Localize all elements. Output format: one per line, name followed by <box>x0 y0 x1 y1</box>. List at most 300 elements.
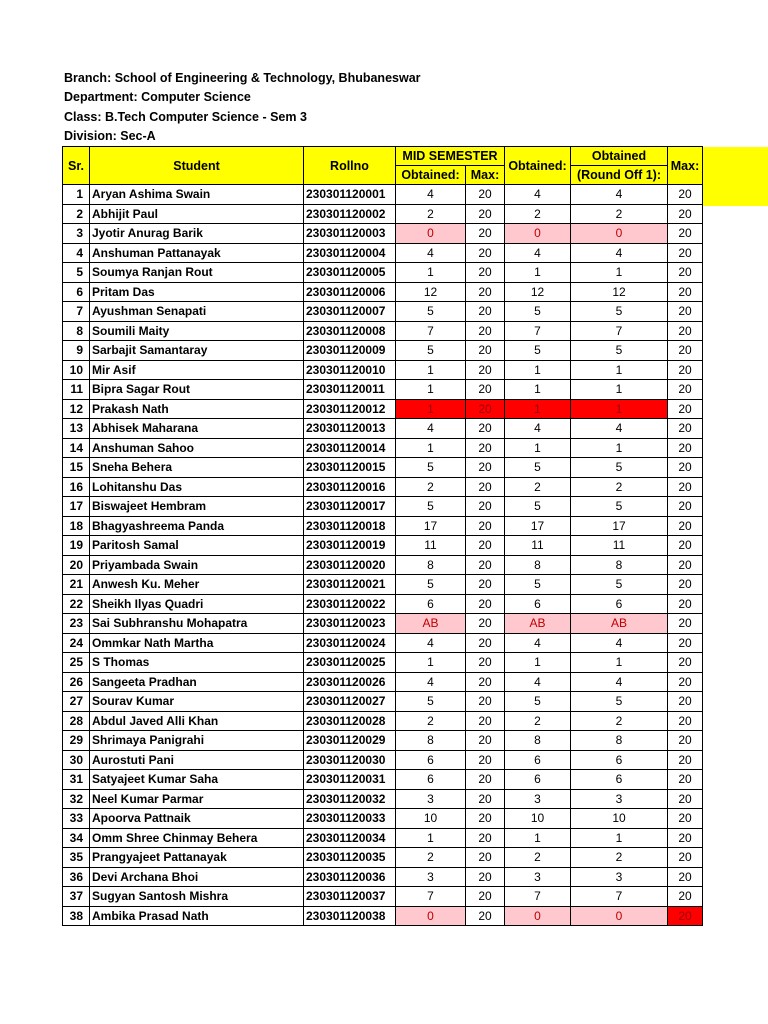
row-sr-cell[interactable]: 15 <box>63 458 90 478</box>
roll-number-cell[interactable]: 230301120002 <box>304 204 396 224</box>
obtained-round-cell[interactable]: 3 <box>571 867 668 887</box>
obtained-cell[interactable]: 4 <box>505 633 571 653</box>
max-cell[interactable]: 20 <box>668 906 703 926</box>
obtained-cell[interactable]: 6 <box>505 594 571 614</box>
roll-number-cell[interactable]: 230301120012 <box>304 399 396 419</box>
obtained-cell[interactable]: 4 <box>505 419 571 439</box>
mid-obtained-cell[interactable]: 1 <box>396 653 466 673</box>
row-sr-cell[interactable]: 9 <box>63 341 90 361</box>
max-cell[interactable]: 20 <box>668 516 703 536</box>
mid-max-cell[interactable]: 20 <box>466 477 505 497</box>
row-sr-cell[interactable]: 22 <box>63 594 90 614</box>
max-cell[interactable]: 20 <box>668 614 703 634</box>
max-cell[interactable]: 20 <box>668 828 703 848</box>
roll-number-cell[interactable]: 230301120016 <box>304 477 396 497</box>
max-cell[interactable]: 20 <box>668 887 703 907</box>
row-sr-cell[interactable]: 14 <box>63 438 90 458</box>
row-sr-cell[interactable]: 19 <box>63 536 90 556</box>
obtained-round-cell[interactable]: 2 <box>571 204 668 224</box>
obtained-round-cell[interactable]: 7 <box>571 887 668 907</box>
obtained-cell[interactable]: 12 <box>505 282 571 302</box>
row-sr-cell[interactable]: 7 <box>63 302 90 322</box>
row-sr-cell[interactable]: 32 <box>63 789 90 809</box>
mid-max-cell[interactable]: 20 <box>466 321 505 341</box>
mid-max-cell[interactable]: 20 <box>466 458 505 478</box>
row-sr-cell[interactable]: 8 <box>63 321 90 341</box>
student-name-cell[interactable]: Paritosh Samal <box>90 536 304 556</box>
max-cell[interactable]: 20 <box>668 243 703 263</box>
mid-max-cell[interactable]: 20 <box>466 789 505 809</box>
mid-obtained-cell[interactable]: 8 <box>396 731 466 751</box>
max-cell[interactable]: 20 <box>668 711 703 731</box>
max-cell[interactable]: 20 <box>668 282 703 302</box>
obtained-round-cell[interactable]: 0 <box>571 224 668 244</box>
obtained-cell[interactable]: 4 <box>505 672 571 692</box>
obtained-round-cell[interactable]: 1 <box>571 438 668 458</box>
student-name-cell[interactable]: Sneha Behera <box>90 458 304 478</box>
student-name-cell[interactable]: Mir Asif <box>90 360 304 380</box>
obtained-cell[interactable]: 10 <box>505 809 571 829</box>
mid-max-cell[interactable]: 20 <box>466 594 505 614</box>
obtained-cell[interactable]: 5 <box>505 497 571 517</box>
mid-obtained-cell[interactable]: 5 <box>396 497 466 517</box>
mid-obtained-cell[interactable]: AB <box>396 614 466 634</box>
roll-number-cell[interactable]: 230301120009 <box>304 341 396 361</box>
student-name-cell[interactable]: Ayushman Senapati <box>90 302 304 322</box>
mid-max-cell[interactable]: 20 <box>466 263 505 283</box>
obtained-round-cell[interactable]: 1 <box>571 263 668 283</box>
obtained-round-cell[interactable]: 0 <box>571 906 668 926</box>
mid-max-cell[interactable]: 20 <box>466 341 505 361</box>
obtained-cell[interactable]: 1 <box>505 360 571 380</box>
max-cell[interactable]: 20 <box>668 497 703 517</box>
roll-number-cell[interactable]: 230301120017 <box>304 497 396 517</box>
mid-obtained-cell[interactable]: 1 <box>396 360 466 380</box>
row-sr-cell[interactable]: 4 <box>63 243 90 263</box>
roll-number-cell[interactable]: 230301120015 <box>304 458 396 478</box>
student-name-cell[interactable]: S Thomas <box>90 653 304 673</box>
mid-max-cell[interactable]: 20 <box>466 887 505 907</box>
mid-obtained-cell[interactable]: 6 <box>396 594 466 614</box>
mid-obtained-cell[interactable]: 7 <box>396 321 466 341</box>
max-cell[interactable]: 20 <box>668 594 703 614</box>
mid-obtained-cell[interactable]: 5 <box>396 692 466 712</box>
mid-obtained-cell[interactable]: 4 <box>396 185 466 205</box>
student-name-cell[interactable]: Prakash Nath <box>90 399 304 419</box>
obtained-cell[interactable]: AB <box>505 614 571 634</box>
obtained-round-cell[interactable]: 17 <box>571 516 668 536</box>
mid-obtained-cell[interactable]: 3 <box>396 789 466 809</box>
header-mid-obtained[interactable]: Obtained: <box>396 166 466 185</box>
max-cell[interactable]: 20 <box>668 360 703 380</box>
student-name-cell[interactable]: Abhijit Paul <box>90 204 304 224</box>
mid-max-cell[interactable]: 20 <box>466 575 505 595</box>
max-cell[interactable]: 20 <box>668 789 703 809</box>
obtained-cell[interactable]: 2 <box>505 711 571 731</box>
mid-max-cell[interactable]: 20 <box>466 828 505 848</box>
mid-max-cell[interactable]: 20 <box>466 711 505 731</box>
student-name-cell[interactable]: Pritam Das <box>90 282 304 302</box>
obtained-round-cell[interactable]: 6 <box>571 750 668 770</box>
mid-obtained-cell[interactable]: 4 <box>396 672 466 692</box>
mid-obtained-cell[interactable]: 11 <box>396 536 466 556</box>
mid-max-cell[interactable]: 20 <box>466 750 505 770</box>
roll-number-cell[interactable]: 230301120023 <box>304 614 396 634</box>
mid-obtained-cell[interactable]: 0 <box>396 906 466 926</box>
header-max[interactable]: Max: <box>668 147 703 185</box>
roll-number-cell[interactable]: 230301120026 <box>304 672 396 692</box>
row-sr-cell[interactable]: 2 <box>63 204 90 224</box>
mid-obtained-cell[interactable]: 10 <box>396 809 466 829</box>
mid-max-cell[interactable]: 20 <box>466 653 505 673</box>
row-sr-cell[interactable]: 5 <box>63 263 90 283</box>
roll-number-cell[interactable]: 230301120001 <box>304 185 396 205</box>
student-name-cell[interactable]: Prangyajeet Pattanayak <box>90 848 304 868</box>
mid-max-cell[interactable]: 20 <box>466 302 505 322</box>
obtained-round-cell[interactable]: 4 <box>571 185 668 205</box>
obtained-cell[interactable]: 7 <box>505 887 571 907</box>
max-cell[interactable]: 20 <box>668 575 703 595</box>
row-sr-cell[interactable]: 16 <box>63 477 90 497</box>
student-name-cell[interactable]: Apoorva Pattnaik <box>90 809 304 829</box>
obtained-round-cell[interactable]: 1 <box>571 399 668 419</box>
row-sr-cell[interactable]: 37 <box>63 887 90 907</box>
mid-max-cell[interactable]: 20 <box>466 906 505 926</box>
header-mid-max[interactable]: Max: <box>466 166 505 185</box>
roll-number-cell[interactable]: 230301120038 <box>304 906 396 926</box>
max-cell[interactable]: 20 <box>668 555 703 575</box>
obtained-cell[interactable]: 1 <box>505 828 571 848</box>
student-name-cell[interactable]: Priyambada Swain <box>90 555 304 575</box>
max-cell[interactable]: 20 <box>668 458 703 478</box>
max-cell[interactable]: 20 <box>668 536 703 556</box>
obtained-cell[interactable]: 1 <box>505 438 571 458</box>
mid-obtained-cell[interactable]: 12 <box>396 282 466 302</box>
max-cell[interactable]: 20 <box>668 477 703 497</box>
row-sr-cell[interactable]: 25 <box>63 653 90 673</box>
obtained-cell[interactable]: 5 <box>505 692 571 712</box>
obtained-cell[interactable]: 8 <box>505 731 571 751</box>
header-obtained-round-line1[interactable]: Obtained <box>571 147 668 166</box>
roll-number-cell[interactable]: 230301120030 <box>304 750 396 770</box>
mid-obtained-cell[interactable]: 2 <box>396 477 466 497</box>
header-obtained[interactable]: Obtained: <box>505 147 571 185</box>
student-name-cell[interactable]: Anshuman Pattanayak <box>90 243 304 263</box>
obtained-round-cell[interactable]: 10 <box>571 809 668 829</box>
mid-obtained-cell[interactable]: 4 <box>396 419 466 439</box>
obtained-round-cell[interactable]: 5 <box>571 458 668 478</box>
max-cell[interactable]: 20 <box>668 731 703 751</box>
max-cell[interactable]: 20 <box>668 185 703 205</box>
roll-number-cell[interactable]: 230301120034 <box>304 828 396 848</box>
mid-obtained-cell[interactable]: 5 <box>396 458 466 478</box>
obtained-cell[interactable]: 5 <box>505 302 571 322</box>
obtained-round-cell[interactable]: 3 <box>571 789 668 809</box>
student-name-cell[interactable]: Sugyan Santosh Mishra <box>90 887 304 907</box>
student-name-cell[interactable]: Bipra Sagar Rout <box>90 380 304 400</box>
obtained-round-cell[interactable]: 8 <box>571 731 668 751</box>
mid-obtained-cell[interactable]: 1 <box>396 399 466 419</box>
student-name-cell[interactable]: Anwesh Ku. Meher <box>90 575 304 595</box>
mid-max-cell[interactable]: 20 <box>466 672 505 692</box>
max-cell[interactable]: 20 <box>668 770 703 790</box>
student-name-cell[interactable]: Neel Kumar Parmar <box>90 789 304 809</box>
student-name-cell[interactable]: Sourav Kumar <box>90 692 304 712</box>
student-name-cell[interactable]: Sangeeta Pradhan <box>90 672 304 692</box>
max-cell[interactable]: 20 <box>668 750 703 770</box>
mid-obtained-cell[interactable]: 4 <box>396 633 466 653</box>
mid-obtained-cell[interactable]: 1 <box>396 438 466 458</box>
roll-number-cell[interactable]: 230301120005 <box>304 263 396 283</box>
max-cell[interactable]: 20 <box>668 302 703 322</box>
row-sr-cell[interactable]: 36 <box>63 867 90 887</box>
obtained-cell[interactable]: 11 <box>505 536 571 556</box>
student-name-cell[interactable]: Omm Shree Chinmay Behera <box>90 828 304 848</box>
obtained-cell[interactable]: 6 <box>505 750 571 770</box>
obtained-round-cell[interactable]: 5 <box>571 341 668 361</box>
student-name-cell[interactable]: Anshuman Sahoo <box>90 438 304 458</box>
mid-max-cell[interactable]: 20 <box>466 497 505 517</box>
obtained-round-cell[interactable]: 5 <box>571 575 668 595</box>
mid-max-cell[interactable]: 20 <box>466 438 505 458</box>
obtained-cell[interactable]: 1 <box>505 380 571 400</box>
student-name-cell[interactable]: Abhisek Maharana <box>90 419 304 439</box>
obtained-cell[interactable]: 2 <box>505 477 571 497</box>
obtained-cell[interactable]: 1 <box>505 263 571 283</box>
mid-obtained-cell[interactable]: 0 <box>396 224 466 244</box>
obtained-round-cell[interactable]: 6 <box>571 770 668 790</box>
max-cell[interactable]: 20 <box>668 633 703 653</box>
mid-max-cell[interactable]: 20 <box>466 282 505 302</box>
max-cell[interactable]: 20 <box>668 438 703 458</box>
max-cell[interactable]: 20 <box>668 672 703 692</box>
row-sr-cell[interactable]: 31 <box>63 770 90 790</box>
mid-max-cell[interactable]: 20 <box>466 224 505 244</box>
student-name-cell[interactable]: Ambika Prasad Nath <box>90 906 304 926</box>
roll-number-cell[interactable]: 230301120019 <box>304 536 396 556</box>
obtained-cell[interactable]: 2 <box>505 848 571 868</box>
mid-obtained-cell[interactable]: 2 <box>396 204 466 224</box>
row-sr-cell[interactable]: 38 <box>63 906 90 926</box>
roll-number-cell[interactable]: 230301120013 <box>304 419 396 439</box>
roll-number-cell[interactable]: 230301120025 <box>304 653 396 673</box>
mid-obtained-cell[interactable]: 2 <box>396 848 466 868</box>
mid-max-cell[interactable]: 20 <box>466 731 505 751</box>
row-sr-cell[interactable]: 30 <box>63 750 90 770</box>
obtained-round-cell[interactable]: AB <box>571 614 668 634</box>
row-sr-cell[interactable]: 21 <box>63 575 90 595</box>
student-name-cell[interactable]: Lohitanshu Das <box>90 477 304 497</box>
obtained-cell[interactable]: 3 <box>505 867 571 887</box>
student-name-cell[interactable]: Shrimaya Panigrahi <box>90 731 304 751</box>
roll-number-cell[interactable]: 230301120010 <box>304 360 396 380</box>
obtained-cell[interactable]: 8 <box>505 555 571 575</box>
obtained-round-cell[interactable]: 5 <box>571 302 668 322</box>
row-sr-cell[interactable]: 28 <box>63 711 90 731</box>
obtained-round-cell[interactable]: 1 <box>571 653 668 673</box>
max-cell[interactable]: 20 <box>668 848 703 868</box>
obtained-cell[interactable]: 1 <box>505 399 571 419</box>
row-sr-cell[interactable]: 3 <box>63 224 90 244</box>
max-cell[interactable]: 20 <box>668 653 703 673</box>
row-sr-cell[interactable]: 24 <box>63 633 90 653</box>
mid-max-cell[interactable]: 20 <box>466 770 505 790</box>
student-name-cell[interactable]: Aurostuti Pani <box>90 750 304 770</box>
roll-number-cell[interactable]: 230301120006 <box>304 282 396 302</box>
row-sr-cell[interactable]: 34 <box>63 828 90 848</box>
row-sr-cell[interactable]: 20 <box>63 555 90 575</box>
mid-obtained-cell[interactable]: 7 <box>396 887 466 907</box>
obtained-round-cell[interactable]: 11 <box>571 536 668 556</box>
mid-max-cell[interactable]: 20 <box>466 867 505 887</box>
obtained-round-cell[interactable]: 4 <box>571 672 668 692</box>
mid-obtained-cell[interactable]: 5 <box>396 575 466 595</box>
obtained-round-cell[interactable]: 12 <box>571 282 668 302</box>
obtained-cell[interactable]: 0 <box>505 906 571 926</box>
obtained-round-cell[interactable]: 1 <box>571 380 668 400</box>
student-name-cell[interactable]: Sai Subhranshu Mohapatra <box>90 614 304 634</box>
roll-number-cell[interactable]: 230301120011 <box>304 380 396 400</box>
mid-obtained-cell[interactable]: 6 <box>396 770 466 790</box>
max-cell[interactable]: 20 <box>668 809 703 829</box>
mid-max-cell[interactable]: 20 <box>466 692 505 712</box>
mid-obtained-cell[interactable]: 5 <box>396 341 466 361</box>
roll-number-cell[interactable]: 230301120003 <box>304 224 396 244</box>
student-name-cell[interactable]: Ommkar Nath Martha <box>90 633 304 653</box>
max-cell[interactable]: 20 <box>668 867 703 887</box>
roll-number-cell[interactable]: 230301120007 <box>304 302 396 322</box>
roll-number-cell[interactable]: 230301120035 <box>304 848 396 868</box>
roll-number-cell[interactable]: 230301120014 <box>304 438 396 458</box>
student-name-cell[interactable]: Soumili Maity <box>90 321 304 341</box>
roll-number-cell[interactable]: 230301120033 <box>304 809 396 829</box>
obtained-round-cell[interactable]: 7 <box>571 321 668 341</box>
max-cell[interactable]: 20 <box>668 321 703 341</box>
mid-max-cell[interactable]: 20 <box>466 185 505 205</box>
obtained-round-cell[interactable]: 5 <box>571 497 668 517</box>
mid-max-cell[interactable]: 20 <box>466 633 505 653</box>
student-name-cell[interactable]: Satyajeet Kumar Saha <box>90 770 304 790</box>
roll-number-cell[interactable]: 230301120037 <box>304 887 396 907</box>
obtained-round-cell[interactable]: 4 <box>571 243 668 263</box>
roll-number-cell[interactable]: 230301120004 <box>304 243 396 263</box>
student-name-cell[interactable]: Abdul Javed Alli Khan <box>90 711 304 731</box>
mid-max-cell[interactable]: 20 <box>466 536 505 556</box>
row-sr-cell[interactable]: 35 <box>63 848 90 868</box>
header-obtained-round-line2[interactable]: (Round Off 1): <box>571 166 668 185</box>
row-sr-cell[interactable]: 27 <box>63 692 90 712</box>
mid-obtained-cell[interactable]: 1 <box>396 828 466 848</box>
student-name-cell[interactable]: Sarbajit Samantaray <box>90 341 304 361</box>
obtained-round-cell[interactable]: 2 <box>571 711 668 731</box>
header-rollno[interactable]: Rollno <box>304 147 396 185</box>
roll-number-cell[interactable]: 230301120020 <box>304 555 396 575</box>
student-name-cell[interactable]: Bhagyashreema Panda <box>90 516 304 536</box>
roll-number-cell[interactable]: 230301120027 <box>304 692 396 712</box>
row-sr-cell[interactable]: 13 <box>63 419 90 439</box>
mid-max-cell[interactable]: 20 <box>466 204 505 224</box>
row-sr-cell[interactable]: 12 <box>63 399 90 419</box>
max-cell[interactable]: 20 <box>668 224 703 244</box>
mid-max-cell[interactable]: 20 <box>466 614 505 634</box>
max-cell[interactable]: 20 <box>668 692 703 712</box>
mid-max-cell[interactable]: 20 <box>466 243 505 263</box>
mid-obtained-cell[interactable]: 1 <box>396 380 466 400</box>
roll-number-cell[interactable]: 230301120032 <box>304 789 396 809</box>
row-sr-cell[interactable]: 11 <box>63 380 90 400</box>
mid-obtained-cell[interactable]: 2 <box>396 711 466 731</box>
roll-number-cell[interactable]: 230301120021 <box>304 575 396 595</box>
header-mid-semester[interactable]: MID SEMESTER <box>396 147 505 166</box>
obtained-round-cell[interactable]: 4 <box>571 633 668 653</box>
max-cell[interactable]: 20 <box>668 341 703 361</box>
obtained-cell[interactable]: 1 <box>505 653 571 673</box>
mid-max-cell[interactable]: 20 <box>466 360 505 380</box>
row-sr-cell[interactable]: 10 <box>63 360 90 380</box>
roll-number-cell[interactable]: 230301120031 <box>304 770 396 790</box>
student-name-cell[interactable]: Aryan Ashima Swain <box>90 185 304 205</box>
student-name-cell[interactable]: Devi Archana Bhoi <box>90 867 304 887</box>
mid-obtained-cell[interactable]: 5 <box>396 302 466 322</box>
mid-obtained-cell[interactable]: 8 <box>396 555 466 575</box>
max-cell[interactable]: 20 <box>668 380 703 400</box>
mid-obtained-cell[interactable]: 1 <box>396 263 466 283</box>
roll-number-cell[interactable]: 230301120028 <box>304 711 396 731</box>
header-sr[interactable]: Sr. <box>63 147 90 185</box>
mid-max-cell[interactable]: 20 <box>466 555 505 575</box>
mid-max-cell[interactable]: 20 <box>466 809 505 829</box>
obtained-cell[interactable]: 4 <box>505 243 571 263</box>
roll-number-cell[interactable]: 230301120029 <box>304 731 396 751</box>
obtained-round-cell[interactable]: 1 <box>571 828 668 848</box>
row-sr-cell[interactable]: 29 <box>63 731 90 751</box>
roll-number-cell[interactable]: 230301120022 <box>304 594 396 614</box>
row-sr-cell[interactable]: 23 <box>63 614 90 634</box>
obtained-cell[interactable]: 3 <box>505 789 571 809</box>
row-sr-cell[interactable]: 33 <box>63 809 90 829</box>
student-name-cell[interactable]: Soumya Ranjan Rout <box>90 263 304 283</box>
student-name-cell[interactable]: Jyotir Anurag Barik <box>90 224 304 244</box>
obtained-round-cell[interactable]: 4 <box>571 419 668 439</box>
max-cell[interactable]: 20 <box>668 419 703 439</box>
roll-number-cell[interactable]: 230301120024 <box>304 633 396 653</box>
row-sr-cell[interactable]: 1 <box>63 185 90 205</box>
mid-max-cell[interactable]: 20 <box>466 419 505 439</box>
obtained-round-cell[interactable]: 2 <box>571 848 668 868</box>
mid-max-cell[interactable]: 20 <box>466 516 505 536</box>
mid-obtained-cell[interactable]: 4 <box>396 243 466 263</box>
max-cell[interactable]: 20 <box>668 399 703 419</box>
row-sr-cell[interactable]: 6 <box>63 282 90 302</box>
roll-number-cell[interactable]: 230301120008 <box>304 321 396 341</box>
obtained-round-cell[interactable]: 8 <box>571 555 668 575</box>
student-name-cell[interactable]: Biswajeet Hembram <box>90 497 304 517</box>
mid-obtained-cell[interactable]: 17 <box>396 516 466 536</box>
row-sr-cell[interactable]: 26 <box>63 672 90 692</box>
obtained-round-cell[interactable]: 5 <box>571 692 668 712</box>
obtained-cell[interactable]: 7 <box>505 321 571 341</box>
obtained-cell[interactable]: 5 <box>505 458 571 478</box>
max-cell[interactable]: 20 <box>668 204 703 224</box>
obtained-round-cell[interactable]: 6 <box>571 594 668 614</box>
obtained-round-cell[interactable]: 2 <box>571 477 668 497</box>
row-sr-cell[interactable]: 18 <box>63 516 90 536</box>
obtained-cell[interactable]: 0 <box>505 224 571 244</box>
mid-max-cell[interactable]: 20 <box>466 848 505 868</box>
student-name-cell[interactable]: Sheikh Ilyas Quadri <box>90 594 304 614</box>
obtained-cell[interactable]: 2 <box>505 204 571 224</box>
mid-obtained-cell[interactable]: 6 <box>396 750 466 770</box>
